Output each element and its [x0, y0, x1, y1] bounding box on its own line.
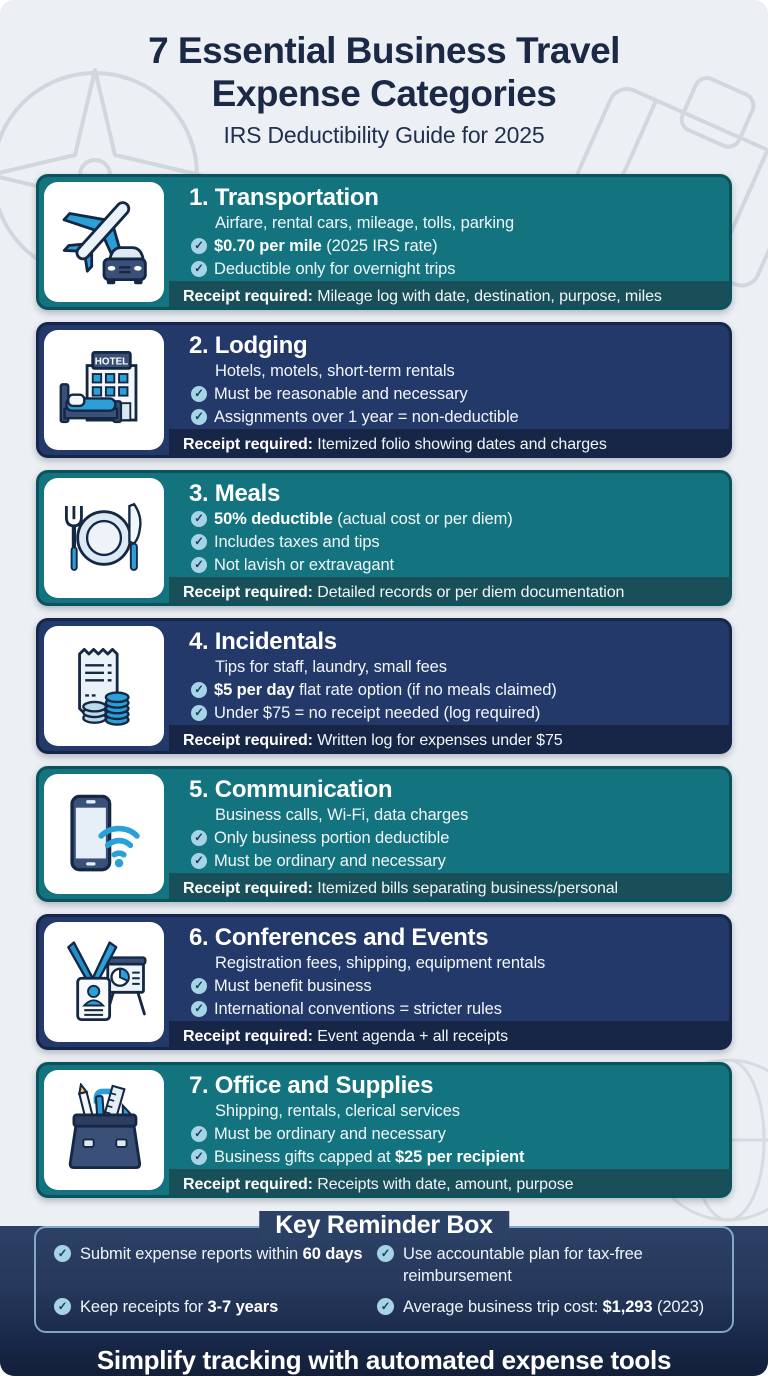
bullet-item: [191, 827, 717, 850]
card-description: Airfare, rental cars, mileage, tolls, parking: [215, 214, 515, 232]
reminder-item: [377, 1296, 714, 1318]
briefcase-supplies-icon: [57, 1083, 151, 1177]
bullet-text: Must be reasonable and necessary: [214, 385, 468, 403]
card-body: [169, 917, 729, 1047]
bullet-item: [191, 998, 717, 1021]
card-body: [169, 621, 729, 751]
receipt-label: Receipt required:: [183, 1027, 313, 1045]
card-description: Hotels, motels, short-term rentals: [215, 362, 455, 380]
card-icon-box: [44, 182, 164, 302]
svg-text:HOTEL: HOTEL: [94, 356, 129, 368]
receipt-bar: [169, 1169, 729, 1198]
receipt-text: Itemized bills separating business/personal: [312, 879, 618, 897]
card-title: 2. Lodging: [189, 332, 308, 359]
key-reminder-section: [0, 1211, 768, 1376]
card-icon-box: [44, 922, 164, 1042]
bullet-text: Must be ordinary and necessary: [214, 852, 446, 870]
card-lodging: [36, 322, 732, 458]
card-content: [169, 621, 729, 725]
card-title: 6. Conferences and Events: [189, 924, 489, 951]
card-title: 1. Transportation: [189, 184, 379, 211]
bullet-text: Includes taxes and tips: [214, 533, 380, 551]
receipt-label: Receipt required:: [183, 583, 313, 601]
check-icon: ✓: [191, 1001, 207, 1017]
check-icon: ✓: [191, 830, 207, 846]
bullet-item: [191, 1146, 717, 1169]
check-icon: ✓: [377, 1298, 394, 1315]
check-icon: ✓: [191, 534, 207, 550]
card-content: [169, 177, 729, 281]
bullet-text: Assignments over 1 year = non-deductible: [214, 408, 519, 426]
bullet-text: Business gifts capped at $25 per recipient: [214, 1148, 525, 1166]
plane-car-icon: [57, 195, 151, 289]
page-title: [0, 30, 768, 116]
card-body: [169, 769, 729, 899]
reminder-item: [54, 1296, 369, 1318]
card-body: [169, 1065, 729, 1195]
bullet-text: Not lavish or extravagant: [214, 556, 395, 574]
hotel-bed-icon: [57, 343, 151, 437]
card-icon-box: [44, 626, 164, 746]
bullet-item: [191, 702, 717, 725]
card-content: [169, 769, 729, 873]
reminder-grid: [54, 1243, 714, 1318]
bullet-text: Deductible only for overnight trips: [214, 260, 456, 278]
card-meals: [36, 470, 732, 606]
receipt-bar: [169, 281, 729, 310]
closing-note: Simplify tracking with automated expense tools: [96, 1345, 672, 1375]
bullet-item: [191, 531, 717, 554]
card-body: [169, 177, 729, 307]
receipt-label: Receipt required:: [183, 435, 313, 453]
receipt-text: Detailed records or per diem documentation: [312, 583, 625, 601]
receipt-text: Event agenda + all receipts: [312, 1027, 508, 1045]
bullet-item: [191, 850, 717, 873]
card-conferences-events: [36, 914, 732, 1050]
bullet-item: [191, 975, 717, 998]
bullet-text: $0.70 per mile (2025 IRS rate): [214, 237, 438, 255]
receipt-label: Receipt required:: [183, 287, 313, 305]
bullet-item: [191, 406, 717, 429]
bullet-text: 50% deductible (actual cost or per diem): [214, 510, 513, 528]
check-icon: ✓: [191, 238, 207, 254]
receipt-text: Itemized folio showing dates and charges: [312, 435, 607, 453]
reminder-box: [34, 1211, 734, 1333]
check-icon: ✓: [191, 557, 207, 573]
check-icon: ✓: [191, 1126, 207, 1142]
check-icon: ✓: [54, 1245, 71, 1262]
header: [0, 0, 768, 174]
check-icon: ✓: [191, 682, 207, 698]
bullet-item: [191, 508, 717, 531]
plate-cutlery-icon: [57, 491, 151, 585]
check-icon: ✓: [191, 261, 207, 277]
check-icon: ✓: [191, 705, 207, 721]
bullet-item: [191, 235, 717, 258]
bullet-item: [191, 258, 717, 281]
card-transportation: [36, 174, 732, 310]
receipt-text: Receipts with date, amount, purpose: [312, 1175, 574, 1193]
reminder-item: [54, 1243, 369, 1287]
receipt-bar: [169, 725, 729, 754]
card-communication: [36, 766, 732, 902]
bullet-item: [191, 679, 717, 702]
bullet-item: [191, 554, 717, 577]
card-content: [169, 473, 729, 577]
check-icon: ✓: [191, 1149, 207, 1165]
card-description: Shipping, rentals, clerical services: [215, 1102, 460, 1120]
reminder-text: Submit expense reports within 60 days: [80, 1245, 363, 1263]
bullet-item: [191, 383, 717, 406]
badge-presentation-icon: [57, 935, 151, 1029]
bullet-text: Must benefit business: [214, 977, 372, 995]
card-content: [169, 325, 729, 429]
receipt-text: Mileage log with date, destination, purpose, miles: [312, 287, 662, 305]
bullet-text: Only business portion deductible: [214, 829, 450, 847]
reminder-text: Use accountable plan for tax-free reimbursement: [403, 1245, 643, 1285]
check-icon: ✓: [191, 409, 207, 425]
card-title: 7. Office and Supplies: [189, 1072, 434, 1099]
card-icon-box: [44, 478, 164, 598]
receipt-label: Receipt required:: [183, 731, 313, 749]
card-content: [169, 917, 729, 1021]
bullet-text: International conventions = stricter rules: [214, 1000, 502, 1018]
receipt-coins-icon: [57, 639, 151, 733]
category-cards-list: [36, 174, 732, 1198]
receipt-label: Receipt required:: [183, 879, 313, 897]
receipt-text: Written log for expenses under $75: [312, 731, 563, 749]
phone-wifi-icon: [57, 787, 151, 881]
page-title-line2: Expense Categories: [211, 72, 557, 114]
card-incidentals: [36, 618, 732, 754]
card-description: Registration fees, shipping, equipment rentals: [215, 954, 546, 972]
card-icon-box: [44, 330, 164, 450]
check-icon: ✓: [377, 1245, 394, 1262]
check-icon: ✓: [54, 1298, 71, 1315]
reminder-text: Keep receipts for 3-7 years: [80, 1298, 279, 1316]
check-icon: ✓: [191, 511, 207, 527]
check-icon: ✓: [191, 853, 207, 869]
page-subtitle: IRS Deductibility Guide for 2025: [223, 121, 545, 148]
receipt-bar: [169, 429, 729, 458]
bullet-text: Must be ordinary and necessary: [214, 1125, 446, 1143]
card-description: Business calls, Wi-Fi, data charges: [215, 806, 469, 824]
card-title: 5. Communication: [189, 776, 393, 803]
card-icon-box: [44, 774, 164, 894]
bullet-text: Under $75 = no receipt needed (log required): [214, 704, 541, 722]
receipt-bar: [169, 577, 729, 606]
page-title-line1: 7 Essential Business Travel: [148, 30, 620, 71]
reminder-text: Average business trip cost: $1,293 (2023): [403, 1298, 705, 1316]
reminder-box-title: Key Reminder Box: [259, 1211, 509, 1240]
receipt-bar: [169, 1021, 729, 1050]
bullet-item: [191, 1123, 717, 1146]
receipt-bar: [169, 873, 729, 902]
check-icon: ✓: [191, 386, 207, 402]
card-body: [169, 473, 729, 603]
card-title: 3. Meals: [189, 480, 280, 507]
card-description: Tips for staff, laundry, small fees: [215, 658, 447, 676]
bullet-text: $5 per day flat rate option (if no meals claimed): [214, 681, 557, 699]
receipt-label: Receipt required:: [183, 1175, 313, 1193]
reminder-item: [377, 1243, 714, 1287]
card-content: [169, 1065, 729, 1169]
card-icon-box: [44, 1070, 164, 1190]
card-title: 4. Incidentals: [189, 628, 337, 655]
card-office-supplies: [36, 1062, 732, 1198]
check-icon: ✓: [191, 978, 207, 994]
card-body: [169, 325, 729, 455]
